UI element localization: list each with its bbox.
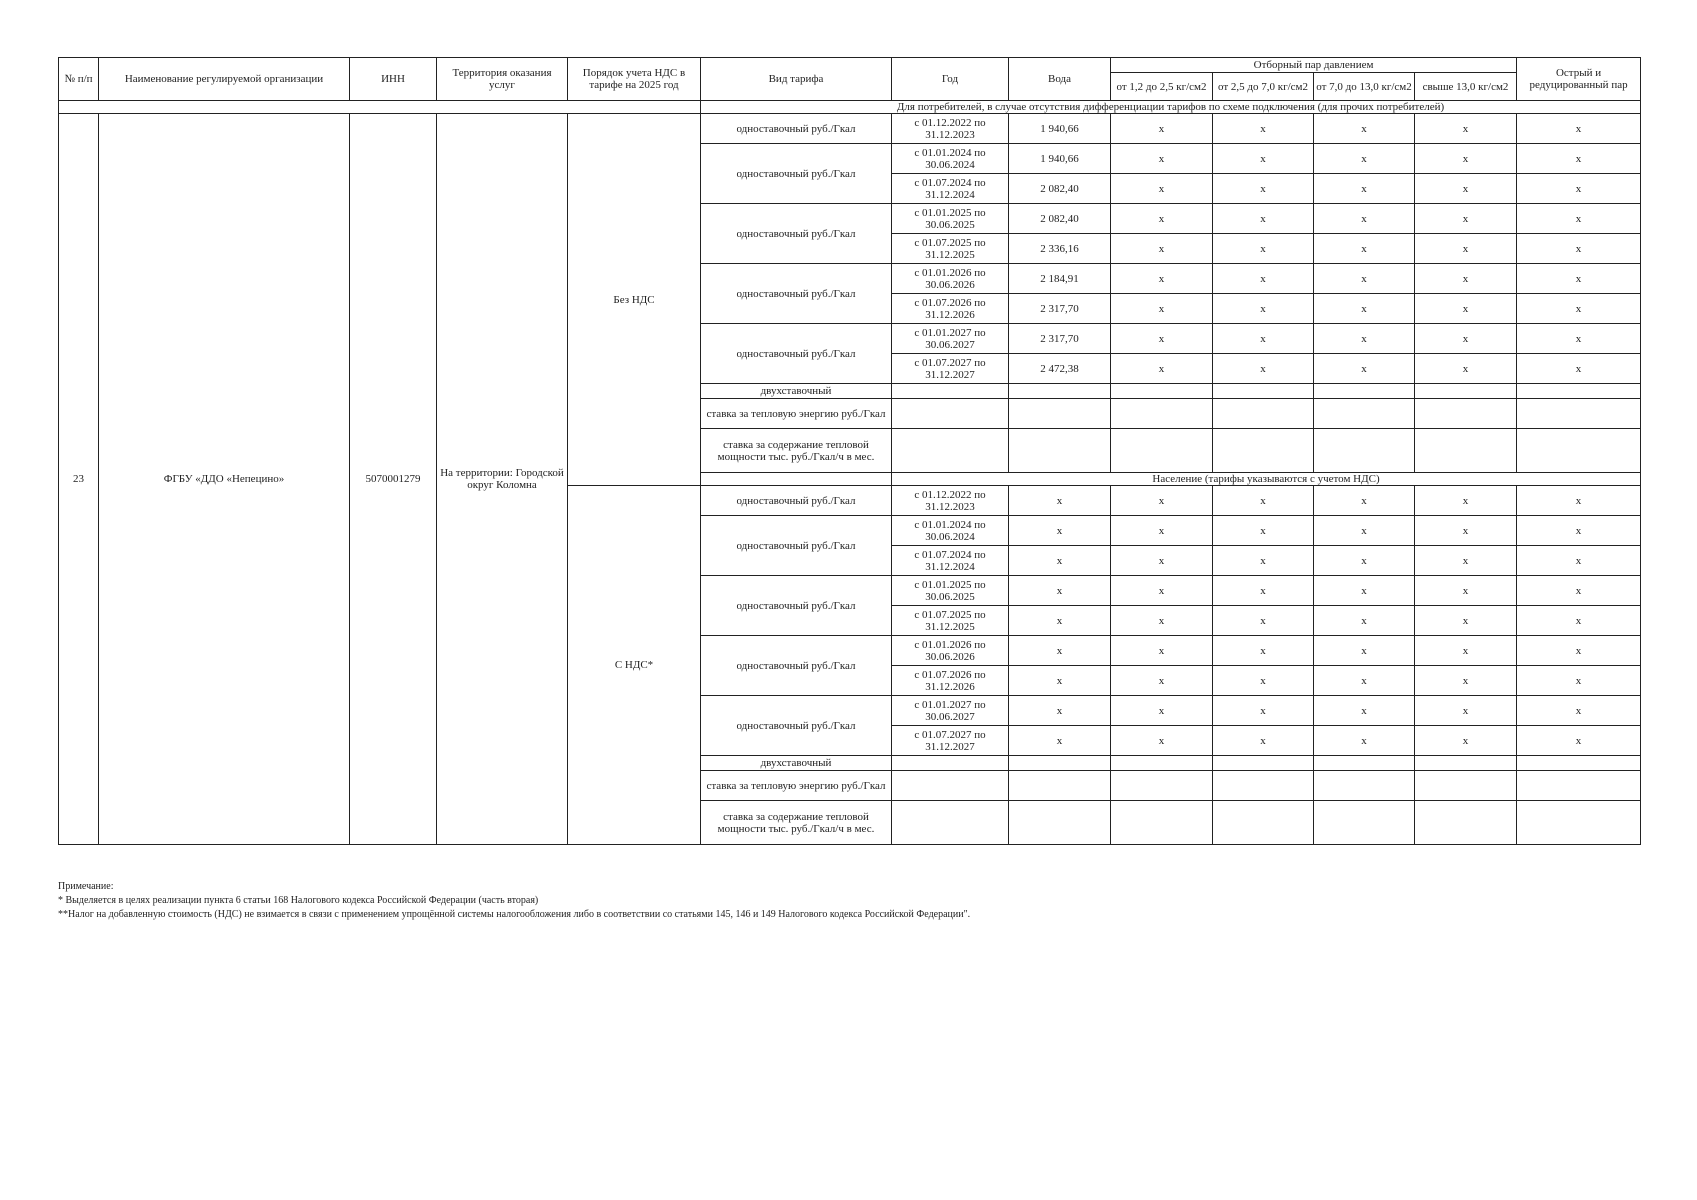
empty-cell bbox=[1009, 756, 1111, 771]
tariff-single: одноставочный руб./Гкал bbox=[701, 264, 892, 324]
steam-x: x bbox=[1415, 294, 1517, 324]
tariff-single: одноставочный руб./Гкал bbox=[701, 516, 892, 576]
org-name: ФГБУ «ДДО «Непецино» bbox=[99, 114, 350, 845]
steam-x: x bbox=[1111, 576, 1213, 606]
tariff-single: одноставочный руб./Гкал bbox=[701, 324, 892, 384]
steam-x: x bbox=[1213, 546, 1314, 576]
empty-cell bbox=[1517, 399, 1641, 429]
steam-x: x bbox=[1415, 264, 1517, 294]
period: с 01.07.2024 по 31.12.2024 bbox=[892, 546, 1009, 576]
period: с 01.01.2024 по 30.06.2024 bbox=[892, 144, 1009, 174]
steam-x: x bbox=[1111, 354, 1213, 384]
notes-title: Примечание: bbox=[58, 881, 114, 892]
empty-cell bbox=[1517, 756, 1641, 771]
period: с 01.12.2022 по 31.12.2023 bbox=[892, 114, 1009, 144]
steam-x: x bbox=[1314, 174, 1415, 204]
steam-x: x bbox=[1314, 516, 1415, 546]
water-value: 2 472,38 bbox=[1009, 354, 1111, 384]
steam-x: x bbox=[1111, 324, 1213, 354]
tariff-table bbox=[58, 57, 1641, 845]
steam-x: x bbox=[1517, 576, 1641, 606]
steam-x: x bbox=[1415, 114, 1517, 144]
steam-x: x bbox=[1517, 546, 1641, 576]
empty-cell bbox=[1213, 429, 1314, 473]
steam-x: x bbox=[1314, 696, 1415, 726]
header-year: Год bbox=[892, 58, 1009, 101]
water-value: 2 082,40 bbox=[1009, 204, 1111, 234]
empty-cell bbox=[1415, 384, 1517, 399]
period: с 01.01.2026 по 30.06.2026 bbox=[892, 636, 1009, 666]
steam-x: x bbox=[1111, 234, 1213, 264]
period: с 01.07.2025 по 31.12.2025 bbox=[892, 234, 1009, 264]
tariff-single: одноставочный руб./Гкал bbox=[701, 486, 892, 516]
steam-x: x bbox=[1517, 726, 1641, 756]
steam-x: x bbox=[1111, 636, 1213, 666]
period: с 01.12.2022 по 31.12.2023 bbox=[892, 486, 1009, 516]
empty-cell bbox=[1009, 771, 1111, 801]
period: с 01.07.2026 по 31.12.2026 bbox=[892, 666, 1009, 696]
steam-x: x bbox=[1314, 324, 1415, 354]
steam-x: x bbox=[1314, 264, 1415, 294]
steam-x: x bbox=[1213, 516, 1314, 546]
section-title-population: Население (тарифы указываются с учетом НДС) bbox=[892, 473, 1641, 486]
empty-cell bbox=[1314, 429, 1415, 473]
period: с 01.07.2024 по 31.12.2024 bbox=[892, 174, 1009, 204]
tariff-energy-rate: ставка за тепловую энергию руб./Гкал bbox=[701, 399, 892, 429]
header-org: Наименование регулируемой организации bbox=[99, 58, 350, 101]
empty-cell bbox=[892, 384, 1009, 399]
empty-cell bbox=[1517, 771, 1641, 801]
header-tariff-type: Вид тарифа bbox=[701, 58, 892, 101]
steam-x: x bbox=[1415, 666, 1517, 696]
water-value: 1 940,66 bbox=[1009, 114, 1111, 144]
steam-x: x bbox=[1111, 486, 1213, 516]
steam-x: x bbox=[1415, 354, 1517, 384]
steam-x: x bbox=[1314, 546, 1415, 576]
steam-x: x bbox=[1314, 726, 1415, 756]
tariff-single: одноставочный руб./Гкал bbox=[701, 696, 892, 756]
empty-cell bbox=[1213, 771, 1314, 801]
note-no-vat: **Налог на добавленную стоимость (НДС) не взимается в связи с применением упрощённой системы налогообложения либо в соответствии со статьями 145, 146 и 149 Налогового кодекса Российской Федерации". bbox=[58, 909, 971, 920]
steam-x: x bbox=[1111, 726, 1213, 756]
steam-x: x bbox=[1517, 144, 1641, 174]
steam-x: x bbox=[1314, 666, 1415, 696]
tariff-single: одноставочный руб./Гкал bbox=[701, 144, 892, 204]
empty-cell bbox=[1111, 384, 1213, 399]
empty-cell bbox=[1517, 384, 1641, 399]
header-steam-group: Отборный пар давлением bbox=[1111, 58, 1517, 73]
steam-x: x bbox=[1517, 486, 1641, 516]
empty-cell bbox=[1111, 429, 1213, 473]
period: с 01.01.2026 по 30.06.2026 bbox=[892, 264, 1009, 294]
steam-x: x bbox=[1213, 324, 1314, 354]
tariff-single: одноставочный руб./Гкал bbox=[701, 204, 892, 264]
empty-cell bbox=[1213, 756, 1314, 771]
empty-cell bbox=[1314, 756, 1415, 771]
water-value: x bbox=[1009, 636, 1111, 666]
tariff-single: одноставочный руб./Гкал bbox=[701, 576, 892, 636]
vat-no: Без НДС bbox=[568, 114, 701, 486]
water-value: 2 336,16 bbox=[1009, 234, 1111, 264]
water-value: 2 317,70 bbox=[1009, 324, 1111, 354]
steam-x: x bbox=[1213, 234, 1314, 264]
empty-cell bbox=[892, 771, 1009, 801]
steam-x: x bbox=[1517, 174, 1641, 204]
steam-x: x bbox=[1111, 144, 1213, 174]
steam-x: x bbox=[1111, 174, 1213, 204]
empty-cell bbox=[1314, 801, 1415, 845]
tariff-two-rate: двухставочный bbox=[701, 384, 892, 399]
tariff-single: одноставочный руб./Гкал bbox=[701, 114, 892, 144]
vat-yes: С НДС* bbox=[568, 486, 701, 845]
steam-x: x bbox=[1517, 606, 1641, 636]
steam-x: x bbox=[1314, 114, 1415, 144]
steam-x: x bbox=[1415, 576, 1517, 606]
empty-cell bbox=[1111, 801, 1213, 845]
empty-cell bbox=[1415, 756, 1517, 771]
steam-x: x bbox=[1111, 114, 1213, 144]
empty-cell bbox=[1415, 429, 1517, 473]
steam-x: x bbox=[1415, 636, 1517, 666]
steam-x: x bbox=[1517, 114, 1641, 144]
header-vat-order: Порядок учета НДС в тарифе на 2025 год bbox=[568, 58, 701, 101]
header-pressure-1: от 1,2 до 2,5 кг/см2 bbox=[1111, 73, 1213, 101]
note-vat: * Выделяется в целях реализации пункта 6 статьи 168 Налогового кодекса Российской Федерации (часть вторая) bbox=[58, 895, 539, 906]
steam-x: x bbox=[1213, 204, 1314, 234]
header-inn: ИНН bbox=[350, 58, 437, 101]
empty-cell bbox=[1213, 399, 1314, 429]
steam-x: x bbox=[1415, 546, 1517, 576]
empty-cell bbox=[892, 399, 1009, 429]
header-pressure-2: от 2,5 до 7,0 кг/см2 bbox=[1213, 73, 1314, 101]
table-row bbox=[59, 101, 1641, 114]
empty-cell bbox=[1314, 399, 1415, 429]
period: с 01.01.2027 по 30.06.2027 bbox=[892, 324, 1009, 354]
water-value: 2 082,40 bbox=[1009, 174, 1111, 204]
empty-cell bbox=[1415, 771, 1517, 801]
steam-x: x bbox=[1517, 234, 1641, 264]
steam-x: x bbox=[1415, 606, 1517, 636]
steam-x: x bbox=[1111, 546, 1213, 576]
empty-cell bbox=[1009, 384, 1111, 399]
steam-x: x bbox=[1111, 294, 1213, 324]
empty-cell bbox=[1517, 801, 1641, 845]
tariff-single: одноставочный руб./Гкал bbox=[701, 636, 892, 696]
section-spacer bbox=[59, 101, 701, 114]
steam-x: x bbox=[1517, 294, 1641, 324]
steam-x: x bbox=[1314, 204, 1415, 234]
steam-x: x bbox=[1415, 486, 1517, 516]
table-row bbox=[59, 114, 1641, 144]
steam-x: x bbox=[1415, 144, 1517, 174]
steam-x: x bbox=[1213, 354, 1314, 384]
water-value: x bbox=[1009, 666, 1111, 696]
steam-x: x bbox=[1213, 696, 1314, 726]
period: с 01.07.2026 по 31.12.2026 bbox=[892, 294, 1009, 324]
steam-x: x bbox=[1314, 354, 1415, 384]
empty-cell bbox=[1009, 429, 1111, 473]
steam-x: x bbox=[1213, 114, 1314, 144]
steam-x: x bbox=[1415, 324, 1517, 354]
steam-x: x bbox=[1213, 666, 1314, 696]
steam-x: x bbox=[1314, 486, 1415, 516]
steam-x: x bbox=[1415, 696, 1517, 726]
period: с 01.07.2025 по 31.12.2025 bbox=[892, 606, 1009, 636]
steam-x: x bbox=[1415, 204, 1517, 234]
steam-x: x bbox=[1415, 174, 1517, 204]
steam-x: x bbox=[1111, 606, 1213, 636]
notes bbox=[58, 880, 970, 922]
water-value: x bbox=[1009, 486, 1111, 516]
water-value: x bbox=[1009, 576, 1111, 606]
steam-x: x bbox=[1314, 144, 1415, 174]
steam-x: x bbox=[1415, 516, 1517, 546]
water-value: x bbox=[1009, 726, 1111, 756]
steam-x: x bbox=[1213, 294, 1314, 324]
empty-cell bbox=[1111, 399, 1213, 429]
water-value: x bbox=[1009, 546, 1111, 576]
water-value: 1 940,66 bbox=[1009, 144, 1111, 174]
period: с 01.01.2027 по 30.06.2027 bbox=[892, 696, 1009, 726]
steam-x: x bbox=[1314, 606, 1415, 636]
steam-x: x bbox=[1111, 666, 1213, 696]
steam-x: x bbox=[1213, 486, 1314, 516]
steam-x: x bbox=[1517, 324, 1641, 354]
empty-cell bbox=[1009, 801, 1111, 845]
period: с 01.07.2027 по 31.12.2027 bbox=[892, 726, 1009, 756]
empty-cell bbox=[1415, 801, 1517, 845]
steam-x: x bbox=[1111, 204, 1213, 234]
steam-x: x bbox=[1213, 264, 1314, 294]
steam-x: x bbox=[1415, 234, 1517, 264]
section-title-other: Для потребителей, в случае отсутствия дифференциации тарифов по схеме подключения (для прочих потребителей) bbox=[701, 101, 1641, 114]
empty-cell bbox=[1314, 771, 1415, 801]
steam-x: x bbox=[1213, 174, 1314, 204]
header-water: Вода bbox=[1009, 58, 1111, 101]
steam-x: x bbox=[1517, 516, 1641, 546]
steam-x: x bbox=[1415, 726, 1517, 756]
water-value: x bbox=[1009, 696, 1111, 726]
water-value: x bbox=[1009, 516, 1111, 546]
water-value: 2 184,91 bbox=[1009, 264, 1111, 294]
org-num: 23 bbox=[59, 114, 99, 845]
org-inn: 5070001279 bbox=[350, 114, 437, 845]
empty-cell bbox=[1213, 384, 1314, 399]
empty-cell bbox=[1415, 399, 1517, 429]
steam-x: x bbox=[1213, 636, 1314, 666]
steam-x: x bbox=[1111, 264, 1213, 294]
empty-cell bbox=[1314, 384, 1415, 399]
empty-cell bbox=[1111, 756, 1213, 771]
table-body bbox=[59, 101, 1641, 845]
empty-cell bbox=[892, 801, 1009, 845]
steam-x: x bbox=[1213, 606, 1314, 636]
tariff-two-rate: двухставочный bbox=[701, 756, 892, 771]
section-spacer bbox=[701, 473, 892, 486]
steam-x: x bbox=[1517, 354, 1641, 384]
water-value: 2 317,70 bbox=[1009, 294, 1111, 324]
empty-cell bbox=[1517, 429, 1641, 473]
tariff-capacity-rate: ставка за содержание тепловой мощности тыс. руб./Гкал/ч в мес. bbox=[701, 429, 892, 473]
steam-x: x bbox=[1314, 576, 1415, 606]
empty-cell bbox=[1009, 399, 1111, 429]
steam-x: x bbox=[1314, 636, 1415, 666]
tariff-energy-rate: ставка за тепловую энергию руб./Гкал bbox=[701, 771, 892, 801]
water-value: x bbox=[1009, 606, 1111, 636]
steam-x: x bbox=[1314, 294, 1415, 324]
steam-x: x bbox=[1111, 696, 1213, 726]
period: с 01.01.2025 по 30.06.2025 bbox=[892, 576, 1009, 606]
steam-x: x bbox=[1517, 636, 1641, 666]
steam-x: x bbox=[1111, 516, 1213, 546]
header-territory: Территория оказания услуг bbox=[437, 58, 568, 101]
header-num: № п/п bbox=[59, 58, 99, 101]
steam-x: x bbox=[1314, 234, 1415, 264]
steam-x: x bbox=[1213, 726, 1314, 756]
empty-cell bbox=[1111, 771, 1213, 801]
empty-cell bbox=[1213, 801, 1314, 845]
tariff-capacity-rate: ставка за содержание тепловой мощности тыс. руб./Гкал/ч в мес. bbox=[701, 801, 892, 845]
steam-x: x bbox=[1213, 576, 1314, 606]
steam-x: x bbox=[1517, 696, 1641, 726]
period: с 01.01.2024 по 30.06.2024 bbox=[892, 516, 1009, 546]
period: с 01.01.2025 по 30.06.2025 bbox=[892, 204, 1009, 234]
steam-x: x bbox=[1517, 264, 1641, 294]
empty-cell bbox=[892, 756, 1009, 771]
steam-x: x bbox=[1213, 144, 1314, 174]
steam-x: x bbox=[1517, 666, 1641, 696]
period: с 01.07.2027 по 31.12.2027 bbox=[892, 354, 1009, 384]
empty-cell bbox=[892, 429, 1009, 473]
org-territory: На территории: Городской округ Коломна bbox=[437, 114, 568, 845]
header-pressure-4: свыше 13,0 кг/см2 bbox=[1415, 73, 1517, 101]
header-sharp-steam: Острый и редуцированный пар bbox=[1517, 58, 1641, 101]
header-pressure-3: от 7,0 до 13,0 кг/см2 bbox=[1314, 73, 1415, 101]
steam-x: x bbox=[1517, 204, 1641, 234]
